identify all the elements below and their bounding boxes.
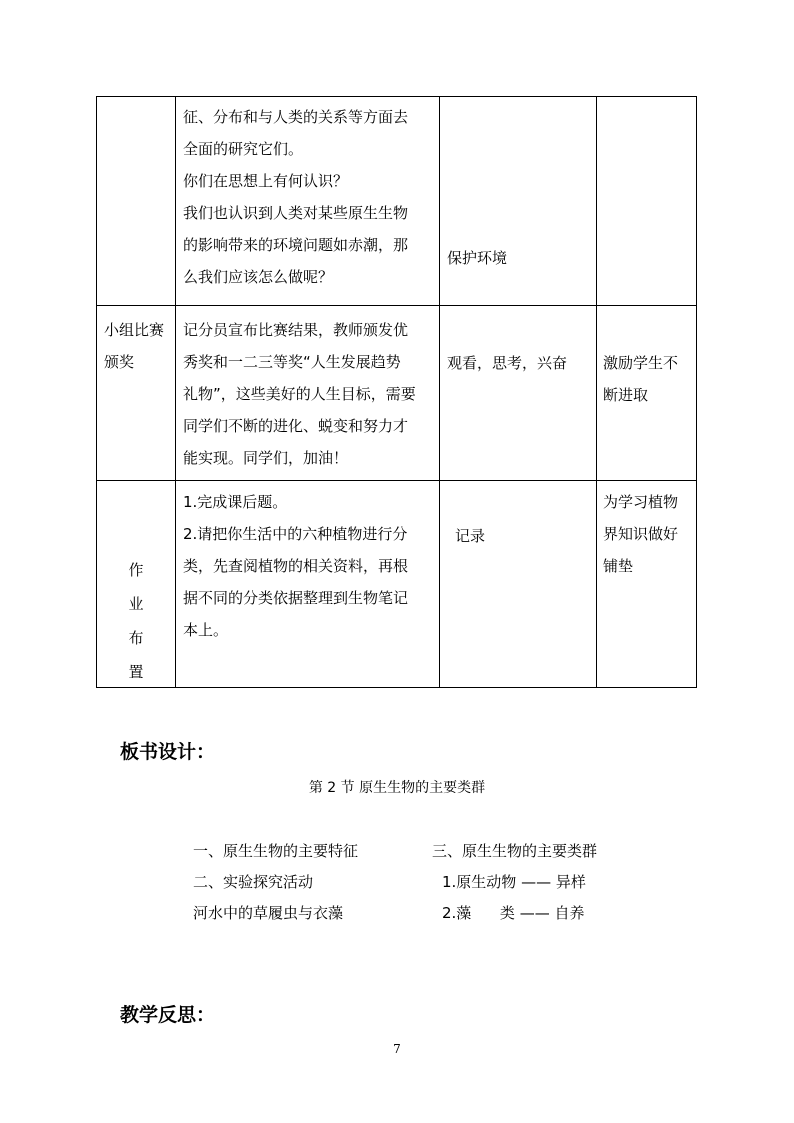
text-line: 为学习植物: [603, 493, 679, 511]
text-line: 据不同的分类依据整理到生物笔记: [183, 589, 409, 607]
text-line: 小组比赛: [104, 321, 165, 339]
text-line: 你们在思想上有何认识？: [183, 172, 349, 190]
board-right-line-3: 2.藻 类 —— 自养: [442, 904, 585, 922]
table-border-right: [696, 96, 697, 688]
board-title: 第 2 节 原生生物的主要类群: [308, 780, 486, 796]
text-line: 么我们应该怎么做呢？: [183, 268, 334, 286]
board-left-line-3: 河水中的草履虫与衣藻: [193, 904, 344, 922]
row3-intent-cell: [603, 486, 678, 582]
text-line: 征、分布和与人类的关系等方面去: [183, 108, 409, 126]
row1-student-cell: [447, 242, 507, 274]
text-line: 铺垫: [603, 557, 634, 575]
row3-student-cell: [455, 520, 485, 552]
text-line: 业: [128, 595, 144, 613]
text-line: 观看，思考，兴奋: [447, 354, 568, 372]
reflection-heading: 教学反思：: [120, 1004, 216, 1026]
text-line: 能实现。同学们，加油！: [183, 449, 349, 467]
board-left-line-2: 二、实验探究活动: [193, 873, 314, 891]
text-line: 1.完成课后题。: [183, 493, 288, 511]
text-line: 本上。: [183, 621, 229, 639]
text-line: 保护环境: [447, 249, 508, 267]
board-right-line-2: 1.原生动物 —— 异样: [442, 873, 586, 891]
table-row-divider: [96, 305, 696, 306]
board-left-line-1: 一、原生生物的主要特征: [193, 842, 359, 860]
text-line: 颁奖: [104, 353, 135, 371]
text-line: 我们也认识到人类对某些原生生物: [183, 204, 409, 222]
row2-phase-cell: [104, 314, 164, 378]
row2-activity-cell: [183, 314, 416, 474]
text-line: 作: [128, 561, 144, 579]
text-line: 的影响带来的环境问题如赤潮，那: [183, 236, 409, 254]
table-border-top: [96, 96, 696, 97]
text-line: 2.请把你生活中的六种植物进行分: [183, 525, 408, 543]
text-line: 类，先查阅植物的相关资料，再根: [183, 557, 409, 575]
row1-activity-cell: [183, 101, 408, 293]
row3-phase-cell: [96, 553, 176, 689]
table-col-divider: [439, 96, 440, 688]
table-row-divider: [96, 480, 696, 481]
text-line: 记分员宣布比赛结果，教师颁发优: [183, 321, 409, 339]
table-border-bottom: [96, 687, 696, 688]
text-line: 礼物”，这些美好的人生目标，需要: [183, 385, 416, 403]
text-line: 全面的研究它们。: [183, 140, 304, 158]
text-line: 界知识做好: [603, 525, 679, 543]
text-line: 布: [128, 629, 144, 647]
text-line: 秀奖和一二三等奖“人生发展趋势: [183, 353, 401, 371]
text-line: 同学们不断的进化、蜕变和努力才: [183, 417, 409, 435]
row2-student-cell: [447, 347, 567, 379]
board-right-line-1: 三、原生生物的主要类群: [432, 842, 598, 860]
row2-intent-cell: [603, 347, 678, 411]
text-line: 记录: [455, 527, 486, 545]
text-line: 置: [128, 663, 144, 681]
table-col-divider: [596, 96, 597, 688]
text-line: 激励学生不: [603, 354, 679, 372]
board-design-heading: 板书设计：: [120, 741, 216, 763]
page-number: 7: [393, 1042, 401, 1056]
row3-activity-cell: [183, 486, 408, 646]
text-line: 断进取: [603, 386, 649, 404]
